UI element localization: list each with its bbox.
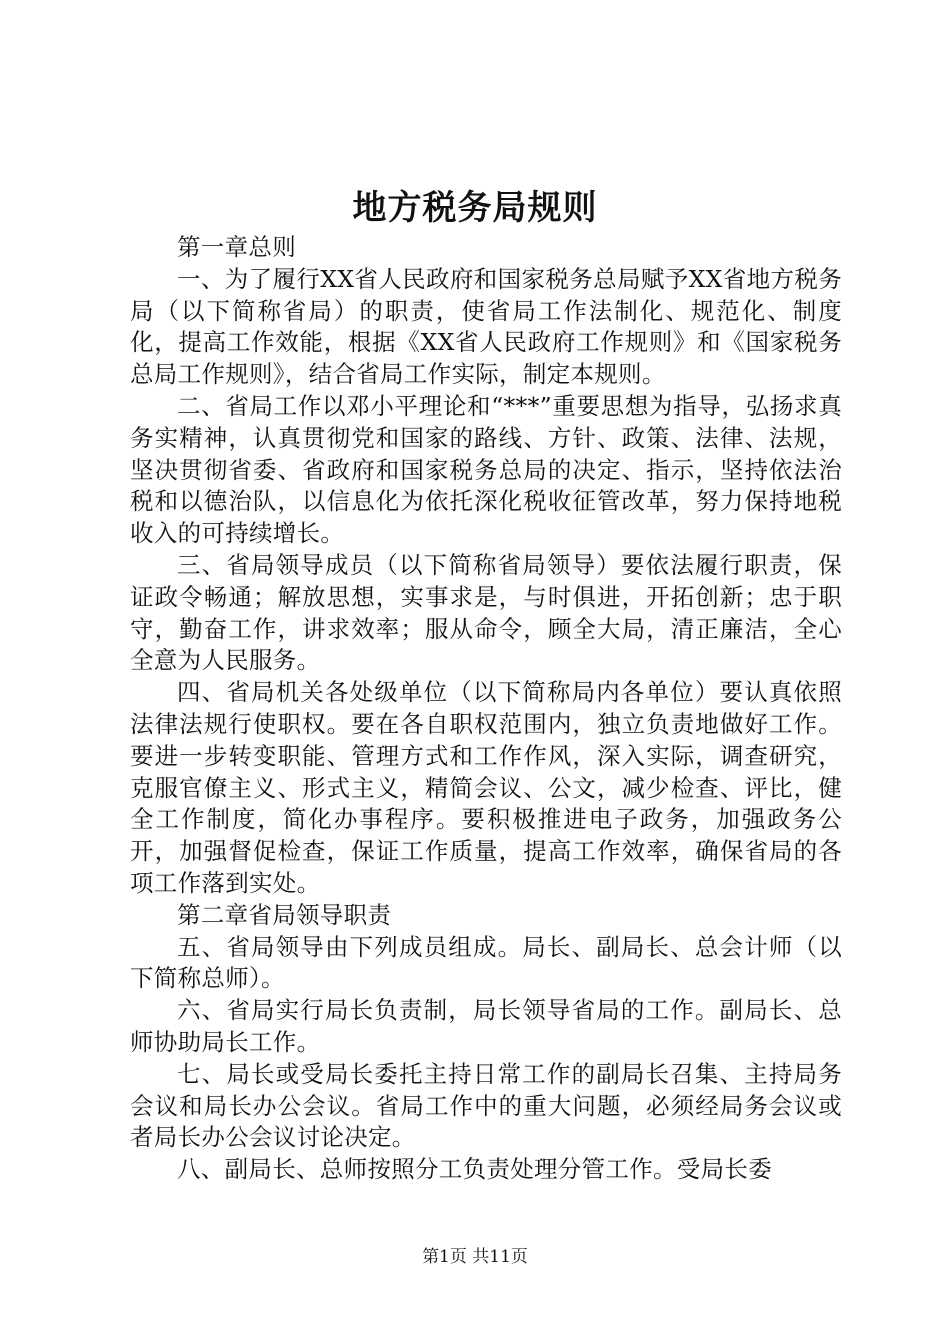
paragraph: 三、省局领导成员（以下简称省局领导）要依法履行职责，保证政令畅通；解放思想，实事求是，与时俱进，开拓创新；忠于职守，勤奋工作，讲求效率；服从命令，顾全大局，清正廉洁，全心全意为人民服务。 xyxy=(130,550,842,675)
chapter-heading: 第二章省局领导职责 xyxy=(177,900,392,929)
paragraph: 五、省局领导由下列成员组成。局长、副局长、总会计师（以下简称总师）。 xyxy=(130,932,842,993)
paragraph: 八、副局长、总师按照分工负责处理分管工作。受局长委 xyxy=(177,1155,772,1184)
paragraph: 一、为了履行XX省人民政府和国家税务总局赋予XX省地方税务局（以下简称省局）的职责，使省局工作法制化、规范化、制度化，提高工作效能，根据《XX省人民政府工作规则》和《国家税务总局工作规则》，结合省局工作实际，制定本规则。 xyxy=(130,264,842,389)
paragraph: 二、省局工作以邓小平理论和“***”重要思想为指导，弘扬求真务实精神，认真贯彻党和国家的路线、方针、政策、法律、法规，坚决贯彻省委、省政府和国家税务总局的决定、指示，坚持依法治税和以德治队，以信息化为依托深化税收征管改革，努力保持地税收入的可持续增长。 xyxy=(130,391,842,548)
page-number: 第1页 共11页 xyxy=(422,1247,528,1267)
chapter-heading: 第一章总则 xyxy=(177,233,296,261)
paragraph: 六、省局实行局长负责制，局长领导省局的工作。副局长、总师协助局长工作。 xyxy=(130,996,842,1056)
document-title: 地方税务局规则 xyxy=(352,188,598,228)
paragraph: 七、局长或受局长委托主持日常工作的副局长召集、主持局务会议和局长办公会议。省局工作中的重大问题，必须经局务会议或者局长办公会议讨论决定。 xyxy=(130,1059,842,1152)
paragraph: 四、省局机关各处级单位（以下简称局内各单位）要认真依照法律法规行使职权。要在各自职权范围内，独立负责地做好工作。要进一步转变职能、管理方式和工作作风，深入实际，调查研究，克服官僚主义、形式主义，精简会议、公文，减少检查、评比，健全工作制度，简化办事程序。要积极推进电子政务，加强政务公开，加强督促检查，保证工作质量，提高工作效率，确保省局的各项工作落到实处。 xyxy=(130,678,842,897)
document-body xyxy=(130,232,842,1186)
